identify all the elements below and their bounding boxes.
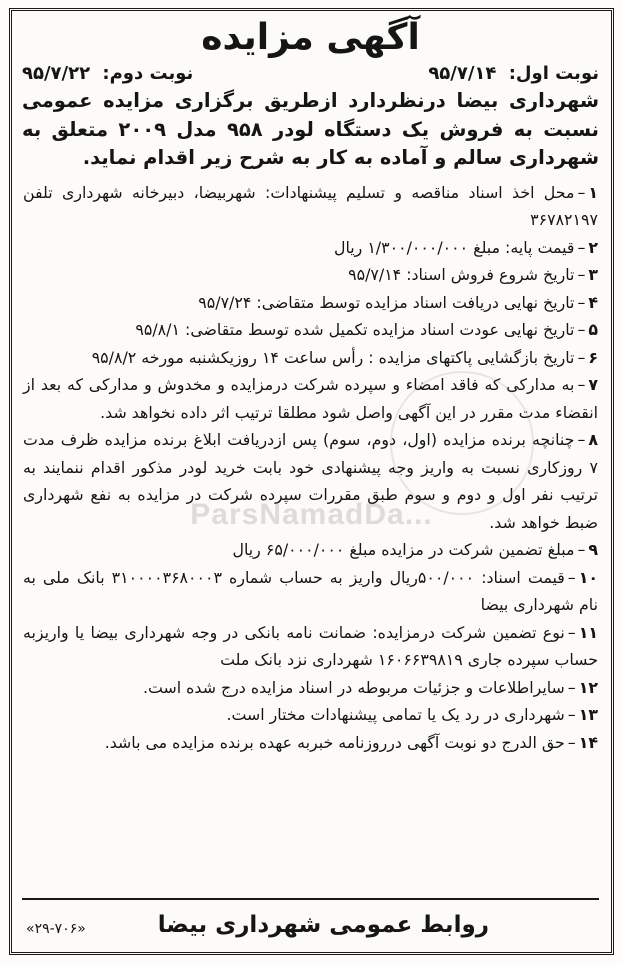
condition-number: ۵ <box>588 320 598 339</box>
condition-item <box>22 674 599 702</box>
condition-text: تاریخ بازگشایی پاکتهای مزایده : رأس ساعت ۱۴ روزیکشنبه مورخه ۹۵/۸/۲ <box>91 347 575 367</box>
first-turn <box>428 63 599 85</box>
second-turn-label: نوبت دوم: <box>102 63 194 84</box>
condition-number: ۱۳ <box>578 705 598 724</box>
condition-item <box>22 371 599 426</box>
watermark: ParsNamadDa... <box>190 498 433 531</box>
condition-number: ۲ <box>588 237 598 257</box>
condition-item <box>22 536 599 564</box>
condition-dash: – <box>567 567 576 587</box>
condition-text: تاریخ شروع فروش اسناد: ۹۵/۷/۱۴ <box>348 265 575 284</box>
condition-dash: – <box>577 237 586 257</box>
condition-text: حق الدرج دو نوبت آگهی درروزنامه خبربه عهده برنده مزایده می باشد. <box>104 732 565 752</box>
notice-title: آگهی مزایده <box>201 17 420 58</box>
condition-dash: – <box>577 430 586 449</box>
condition-text: تاریخ نهایی دریافت اسناد مزایده توسط متقاضی: ۹۵/۷/۲۴ <box>198 292 575 312</box>
condition-dash: – <box>567 622 576 642</box>
intro-paragraph: شهرداری بیضا درنظردارد ازطریق برگزاری مزایده عمومی نسبت به فروش یک دستگاه لودر ۹۵۸ مدل ۲۰۰۹ متعلق به شهرداری سالم و آماده به کار به شرح زیر اقدام نماید. <box>22 89 599 169</box>
condition-item <box>22 701 599 729</box>
condition-number: ۷ <box>588 375 598 394</box>
condition-dash: – <box>577 265 586 284</box>
first-turn-date: ۹۵/۷/۱۴ <box>428 63 497 84</box>
condition-dash: – <box>567 732 576 752</box>
condition-number: ۱۰ <box>578 567 598 587</box>
condition-item <box>22 179 599 234</box>
condition-text: سایراطلاعات و جزئیات مربوطه در اسناد مزایده درج شده است. <box>142 677 565 697</box>
condition-text: محل اخذ اسناد مناقصه و تسلیم پیشنهادات: شهربیضا، دبیرخانه شهرداری تلفن ۳۶۷۸۲۱۹۷ <box>23 182 598 229</box>
condition-item <box>22 564 599 619</box>
footer <box>22 898 599 944</box>
condition-text: قیمت پایه: مبلغ ۱/۳۰۰/۰۰۰/۰۰۰ ریال <box>333 237 575 257</box>
condition-dash: – <box>577 347 586 367</box>
condition-text: قیمت اسناد: ۵۰۰/۰۰۰ریال واریز به حساب شماره ۳۱۰۰۰۰۳۶۸۰۰۰۳ بانک ملی به نام شهرداری بیضا <box>23 567 598 614</box>
footer-title: روابط عمومی شهرداری بیضا <box>157 912 489 938</box>
condition-text: مبلغ تضمین شرکت در مزایده مبلغ ۶۵/۰۰۰/۰۰۰ ریال <box>232 540 575 559</box>
condition-item <box>22 729 599 757</box>
condition-number: ۱۴ <box>578 732 598 752</box>
condition-text: نوع تضمین شرکت درمزایده: ضمانت نامه بانکی در وجه شهرداری بیضا یا واریزبه حساب سپرده جاری ۱۶۰۶۶۳۹۸۱۹ شهرداری نزد بانک ملت <box>23 622 598 669</box>
condition-dash: – <box>577 375 586 394</box>
condition-item <box>22 316 599 344</box>
footer-code: «۲۹-۷۰۶» <box>26 921 86 937</box>
condition-item <box>22 344 599 372</box>
condition-dash: – <box>577 292 586 312</box>
condition-number: ۱ <box>588 182 598 202</box>
condition-item <box>22 289 599 317</box>
conditions-list <box>22 179 599 757</box>
condition-number: ۱۲ <box>578 677 598 697</box>
condition-number: ۹ <box>588 540 598 559</box>
condition-item <box>22 234 599 262</box>
condition-number: ۸ <box>588 430 598 449</box>
publication-schedule <box>22 63 599 85</box>
condition-dash: – <box>577 540 586 559</box>
condition-dash: – <box>577 320 586 339</box>
condition-dash: – <box>567 705 576 724</box>
first-turn-label: نوبت اول: <box>508 63 599 84</box>
condition-text: شهرداری در رد یک یا تمامی پیشنهادات مختار است. <box>226 705 565 724</box>
auction-notice <box>9 8 614 955</box>
condition-item <box>22 619 599 674</box>
condition-number: ۱۱ <box>578 622 598 642</box>
condition-number: ۶ <box>588 347 598 367</box>
condition-item <box>22 426 599 536</box>
condition-text: چنانچه برنده مزایده (اول، دوم، سوم) پس ازدریافت ابلاغ برنده مزایده ظرف مدت ۷ روزکاری نسبت به واریز وجه پیشنهادی خود بابت خرید لودر مذکور اقدام ننمایند به ترتیب نفر اول و دوم و سوم طبق مقررات سپرده شرکت در مزایده به نفع شهرداری ضبط خواهد شد. <box>23 430 598 532</box>
condition-dash: – <box>577 182 586 202</box>
condition-text: تاریخ نهایی عودت اسناد مزایده تکمیل شده توسط متقاضی: ۹۵/۸/۱ <box>135 320 575 339</box>
condition-item <box>22 261 599 289</box>
condition-text: به مدارکی که فاقد امضاء و سپرده شرکت درمزایده و مخدوش و مدارکی که بعد از انقضاء مدت مقرر در این آگهی واصل شود مطلقا ترتیب اثر داده نخواهد شد. <box>23 375 598 422</box>
second-turn-date: ۹۵/۷/۲۲ <box>22 63 91 84</box>
second-turn <box>22 63 193 85</box>
condition-dash: – <box>567 677 576 697</box>
condition-number: ۳ <box>588 265 598 284</box>
condition-number: ۴ <box>588 292 598 312</box>
